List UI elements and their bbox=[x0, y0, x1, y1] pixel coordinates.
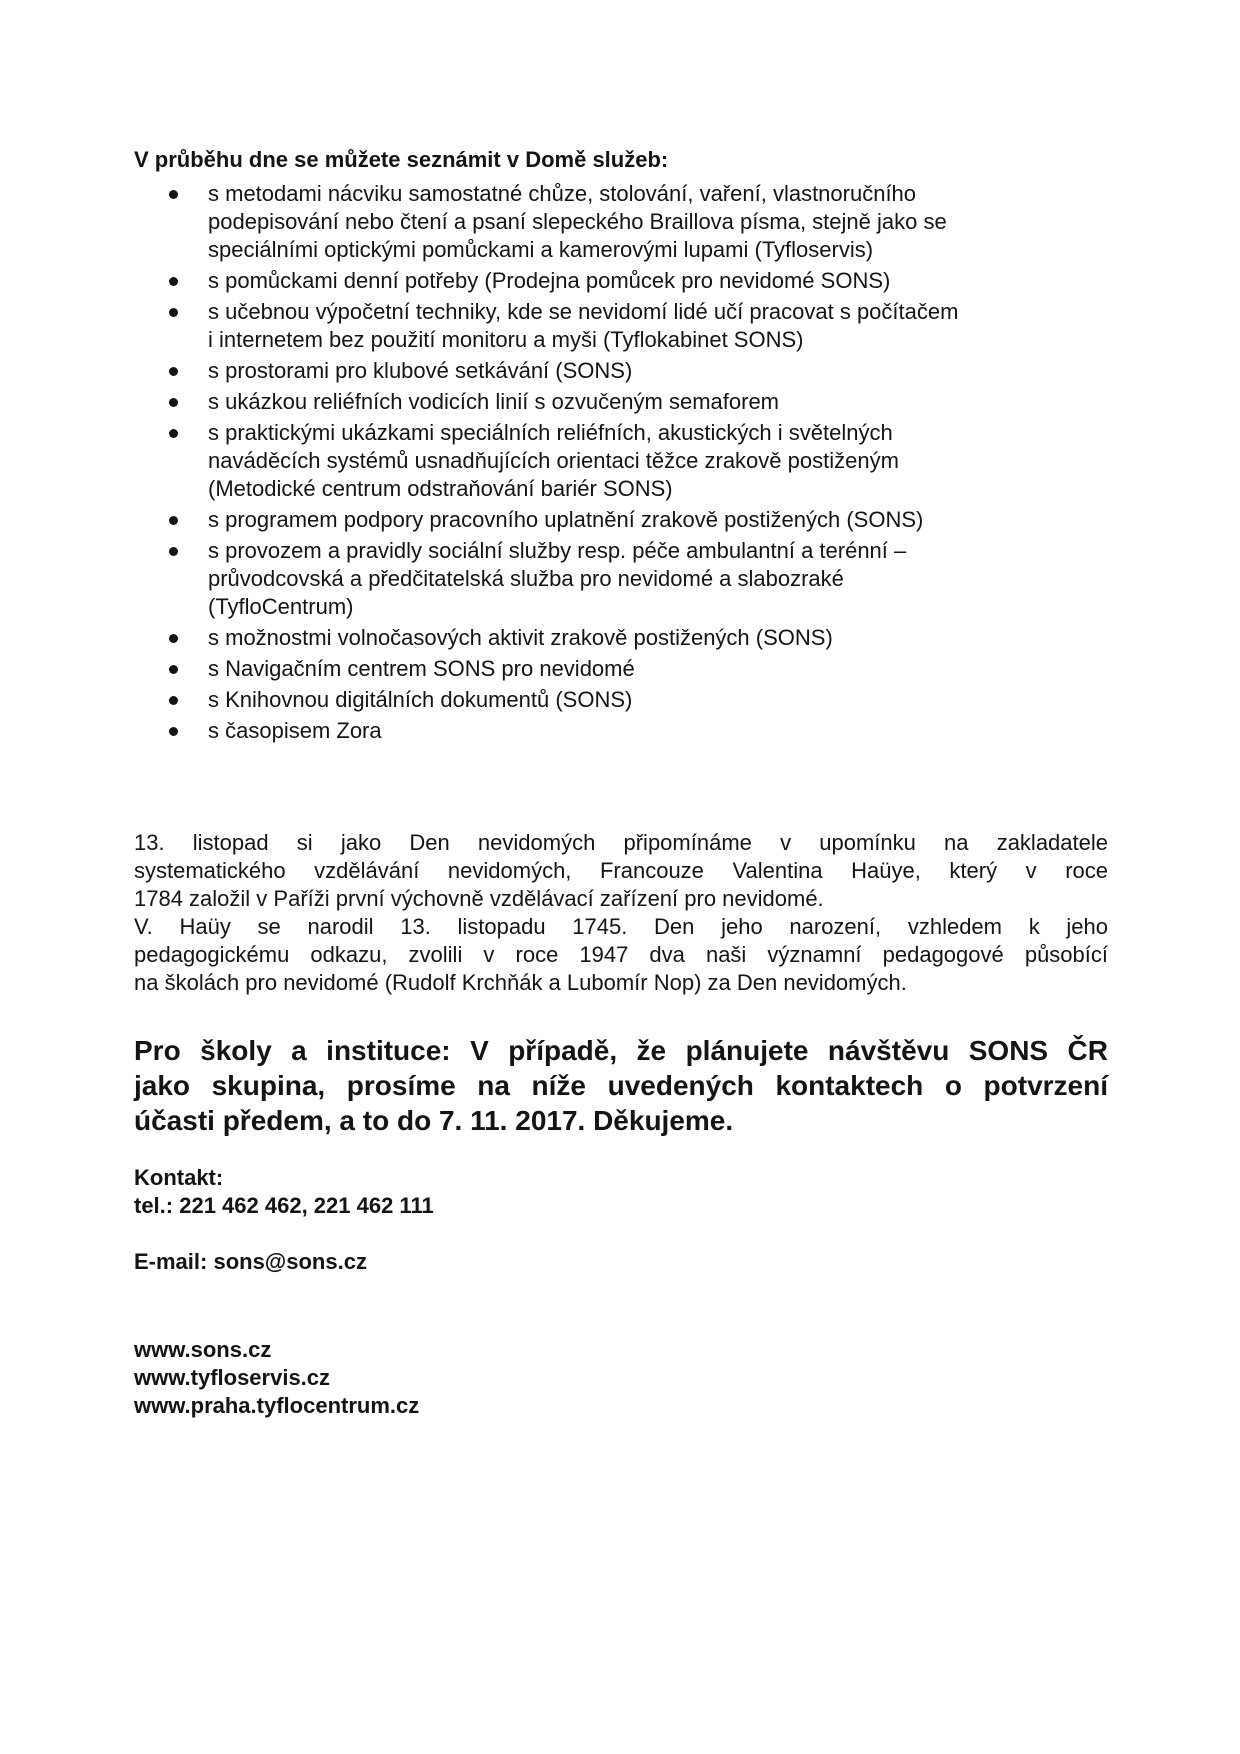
notice-line: jako skupina, prosíme na níže uvedených kontaktech o potvrzení bbox=[134, 1070, 1108, 1101]
website-list bbox=[134, 1336, 1108, 1420]
service-item-text bbox=[208, 298, 1108, 354]
text-line: s praktickými ukázkami speciálních reliéfních, akustických i světelných bbox=[208, 420, 893, 445]
service-item-text bbox=[208, 419, 1108, 503]
notice-line: Pro školy a instituce: V případě, že plánujete návštěvu SONS ČR bbox=[134, 1035, 1108, 1066]
text-line: na školách pro nevidomé (Rudolf Krchňák a Lubomír Nop) za Den nevidomých. bbox=[134, 970, 907, 995]
service-list-item bbox=[134, 357, 1108, 385]
text-line: průvodcovská a předčitatelská služba pro nevidomé a slabozraké bbox=[208, 566, 844, 591]
body-paragraph bbox=[134, 829, 1108, 913]
text-line: speciálními optickými pomůckami a kamerovými lupami (Tyfloservis) bbox=[208, 237, 874, 262]
service-item-text bbox=[208, 537, 1108, 621]
document-heading: V průběhu dne se můžete seznámit v Domě služeb: bbox=[134, 147, 669, 172]
service-list-item bbox=[134, 717, 1108, 745]
contact-email: E-mail: sons@sons.cz bbox=[134, 1249, 367, 1274]
service-item-text: s ukázkou reliéfních vodicích linií s ozvučeným semaforem bbox=[208, 389, 780, 414]
notice-line: účasti předem, a to do 7. 11. 2017. Děkujeme. bbox=[134, 1105, 734, 1136]
service-list-item bbox=[134, 655, 1108, 683]
schools-notice-paragraph bbox=[134, 1033, 1108, 1138]
text-line: (TyfloCentrum) bbox=[208, 594, 354, 619]
text-line: i internetem bez použití monitoru a myši (Tyflokabinet SONS) bbox=[208, 327, 804, 352]
service-item-text: s prostorami pro klubové setkávání (SONS) bbox=[208, 358, 633, 383]
text-line: systematického vzdělávání nevidomých, Francouze Valentina Haüye, který v roce bbox=[134, 858, 1108, 883]
text-line: V. Haüy se narodil 13. listopadu 1745. Den jeho narození, vzhledem k jeho bbox=[134, 914, 1108, 939]
website-url: www.tyfloservis.cz bbox=[134, 1365, 331, 1390]
contact-phone: tel.: 221 462 462, 221 462 111 bbox=[134, 1193, 434, 1218]
text-line: s učebnou výpočetní techniky, kde se nevidomí lidé učí pracovat s počítačem bbox=[208, 299, 959, 324]
text-line: podepisování nebo čtení a psaní slepeckého Braillova písma, stejně jako se bbox=[208, 209, 947, 234]
service-list-item bbox=[134, 624, 1108, 652]
text-line: s metodami nácviku samostatné chůze, stolování, vaření, vlastnoručního bbox=[208, 181, 917, 206]
service-item-text: s Knihovnou digitálních dokumentů (SONS) bbox=[208, 687, 633, 712]
service-list-item bbox=[134, 298, 1108, 354]
text-line: (Metodické centrum odstraňování bariér SONS) bbox=[208, 476, 673, 501]
body-paragraphs bbox=[134, 829, 1108, 997]
service-list-item bbox=[134, 537, 1108, 621]
service-list-item bbox=[134, 506, 1108, 534]
service-list-item bbox=[134, 267, 1108, 295]
text-line: 1784 založil v Paříži první výchovně vzdělávací zařízení pro nevidomé. bbox=[134, 886, 824, 911]
service-item-text: s programem podpory pracovního uplatnění zrakově postižených (SONS) bbox=[208, 507, 924, 532]
contact-block bbox=[134, 1164, 1108, 1276]
text-line: pedagogickému odkazu, zvolili v roce 1947 dva naši významní pedagogové působící bbox=[134, 942, 1108, 967]
service-item-text: s možnostmi volnočasových aktivit zrakově postižených (SONS) bbox=[208, 625, 833, 650]
services-bullet-list bbox=[134, 180, 1108, 745]
service-item-text: s Navigačním centrem SONS pro nevidomé bbox=[208, 656, 635, 681]
service-list-item bbox=[134, 419, 1108, 503]
service-item-text bbox=[208, 180, 1108, 264]
website-url: www.sons.cz bbox=[134, 1337, 272, 1362]
body-paragraph bbox=[134, 913, 1108, 997]
text-line: s provozem a pravidly sociální služby resp. péče ambulantní a terénní – bbox=[208, 538, 907, 563]
text-line: 13. listopad si jako Den nevidomých připomínáme v upomínku na zakladatele bbox=[134, 830, 1108, 855]
service-list-item bbox=[134, 388, 1108, 416]
website-url: www.praha.tyflocentrum.cz bbox=[134, 1393, 420, 1418]
contact-label: Kontakt: bbox=[134, 1165, 224, 1190]
text-line: naváděcích systémů usnadňujících orientaci těžce zrakově postiženým bbox=[208, 448, 899, 473]
service-list-item bbox=[134, 180, 1108, 264]
service-item-text: s časopisem Zora bbox=[208, 718, 382, 743]
service-item-text: s pomůckami denní potřeby (Prodejna pomůcek pro nevidomé SONS) bbox=[208, 268, 891, 293]
service-list-item bbox=[134, 686, 1108, 714]
